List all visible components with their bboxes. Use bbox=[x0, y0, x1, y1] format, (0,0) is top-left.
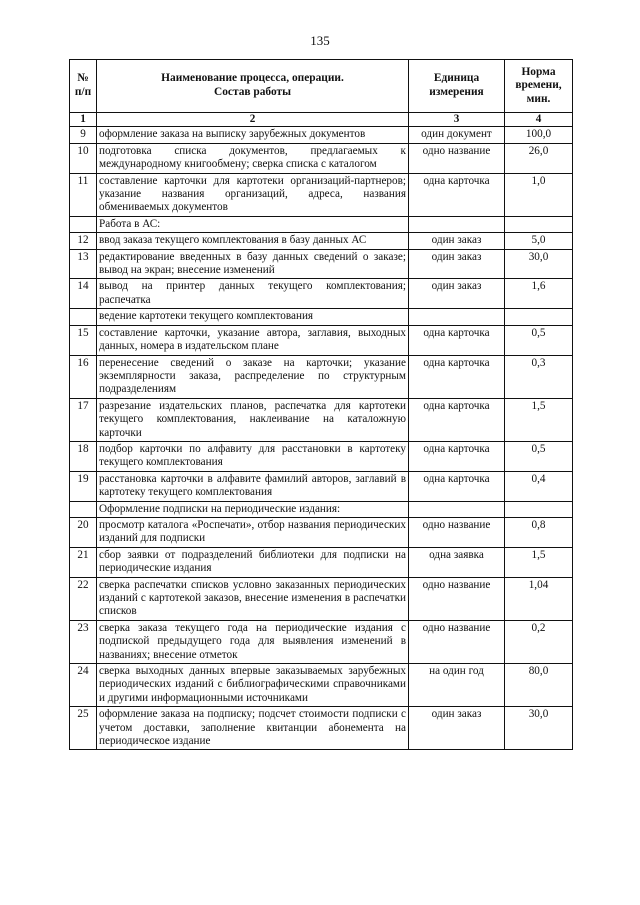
measure-unit: одна карточка bbox=[409, 441, 505, 471]
operation-name: перенесение сведений о заказе на карточки; указание экземплярности заказа, распределение по структурным подразделениям bbox=[97, 355, 409, 398]
section-unit-cell bbox=[409, 501, 505, 517]
row-number: 17 bbox=[70, 398, 97, 441]
table-row bbox=[70, 173, 573, 216]
operation-name: просмотр каталога «Роспечати», отбор названия периодических изданий для подписки bbox=[97, 517, 409, 547]
operation-name: оформление заказа на выписку зарубежных документов bbox=[97, 127, 409, 143]
section-num-cell bbox=[70, 309, 97, 325]
section-row bbox=[70, 216, 573, 232]
table-row bbox=[70, 249, 573, 279]
table-row bbox=[70, 471, 573, 501]
operation-name: вывод на принтер данных текущего комплектования; распечатка bbox=[97, 279, 409, 309]
section-unit-cell bbox=[409, 216, 505, 232]
operation-name: расстановка карточки в алфавите фамилий авторов, заглавий в картотеку текущего комплектования bbox=[97, 471, 409, 501]
operation-name: составление карточки для картотеки организаций-партнеров; указание названия организаций, адреса, названия обмениваемых документов bbox=[97, 173, 409, 216]
operation-name: оформление заказа на подписку; подсчет стоимости подписки с учетом доставки, заполнение квитанции абонемента на периодическое издание bbox=[97, 707, 409, 750]
time-norm: 0,8 bbox=[505, 517, 573, 547]
table-row bbox=[70, 620, 573, 663]
time-norm: 1,0 bbox=[505, 173, 573, 216]
section-title: ведение картотеки текущего комплектования bbox=[97, 309, 409, 325]
table-row bbox=[70, 355, 573, 398]
row-number: 16 bbox=[70, 355, 97, 398]
operation-name: составление карточки, указание автора, заглавия, выходных данных, номера в издательском плане bbox=[97, 325, 409, 355]
section-row bbox=[70, 309, 573, 325]
measure-unit: одна карточка bbox=[409, 471, 505, 501]
table-row bbox=[70, 127, 573, 143]
time-norm: 1,6 bbox=[505, 279, 573, 309]
time-norm: 0,5 bbox=[505, 441, 573, 471]
time-norm: 0,3 bbox=[505, 355, 573, 398]
measure-unit: одна карточка bbox=[409, 173, 505, 216]
header-name-line1: Наименование процесса, операции. bbox=[161, 72, 344, 85]
time-norm: 1,04 bbox=[505, 577, 573, 620]
time-norm: 0,2 bbox=[505, 620, 573, 663]
measure-unit: на один год bbox=[409, 664, 505, 707]
table-row bbox=[70, 233, 573, 249]
column-number: 4 bbox=[505, 113, 573, 127]
row-number: 13 bbox=[70, 249, 97, 279]
measure-unit: один заказ bbox=[409, 279, 505, 309]
row-number: 25 bbox=[70, 707, 97, 750]
operation-name: сверка заказа текущего года на периодические издания с подпиской предыдущего года для выявления изменений в названиях; внесение отметок bbox=[97, 620, 409, 663]
operation-name: редактирование введенных в базу данных сведений о заказе; вывод на экран; внесение изменений bbox=[97, 249, 409, 279]
row-number: 15 bbox=[70, 325, 97, 355]
measure-unit: одно название bbox=[409, 143, 505, 173]
row-number: 20 bbox=[70, 517, 97, 547]
row-number: 21 bbox=[70, 547, 97, 577]
table-header-row bbox=[70, 60, 573, 113]
row-number: 14 bbox=[70, 279, 97, 309]
measure-unit: одна карточка bbox=[409, 398, 505, 441]
header-name-line2: Состав работы bbox=[213, 86, 291, 98]
operation-name: подбор карточки по алфавиту для расстановки в картотеку текущего комплектования bbox=[97, 441, 409, 471]
measure-unit: одна заявка bbox=[409, 547, 505, 577]
time-norm: 5,0 bbox=[505, 233, 573, 249]
row-number: 9 bbox=[70, 127, 97, 143]
operation-name: ввод заказа текущего комплектования в базу данных АС bbox=[97, 233, 409, 249]
column-number: 3 bbox=[409, 113, 505, 127]
time-norms-table bbox=[69, 59, 573, 750]
time-norm: 100,0 bbox=[505, 127, 573, 143]
operation-name: разрезание издательских планов, распечатка для картотеки текущего комплектования, наклеивание на каталожную карточки bbox=[97, 398, 409, 441]
measure-unit: один заказ bbox=[409, 249, 505, 279]
table-row bbox=[70, 664, 573, 707]
time-norm: 30,0 bbox=[505, 249, 573, 279]
row-number: 11 bbox=[70, 173, 97, 216]
row-number: 23 bbox=[70, 620, 97, 663]
section-unit-cell bbox=[409, 309, 505, 325]
measure-unit: один заказ bbox=[409, 233, 505, 249]
time-norm: 26,0 bbox=[505, 143, 573, 173]
table-row bbox=[70, 707, 573, 750]
section-norm-cell bbox=[505, 216, 573, 232]
table-row bbox=[70, 325, 573, 355]
measure-unit: одно название bbox=[409, 620, 505, 663]
header-norm: Норма времени, мин. bbox=[505, 60, 573, 113]
table-row bbox=[70, 577, 573, 620]
operation-name: сверка выходных данных впервые заказываемых зарубежных периодических изданий с библиографическими справочниками и другими информационными источниками bbox=[97, 664, 409, 707]
section-num-cell bbox=[70, 501, 97, 517]
header-name bbox=[97, 60, 409, 113]
section-row bbox=[70, 501, 573, 517]
time-norm: 1,5 bbox=[505, 547, 573, 577]
time-norm: 80,0 bbox=[505, 664, 573, 707]
section-title: Оформление подписки на периодические издания: bbox=[97, 501, 409, 517]
time-norm: 0,4 bbox=[505, 471, 573, 501]
operation-name: сверка распечатки списков условно заказанных периодических изданий с картотекой заказов, внесение изменения в распечатки списков bbox=[97, 577, 409, 620]
measure-unit: один заказ bbox=[409, 707, 505, 750]
time-norm: 0,5 bbox=[505, 325, 573, 355]
time-norm: 30,0 bbox=[505, 707, 573, 750]
table-row bbox=[70, 279, 573, 309]
table-row bbox=[70, 143, 573, 173]
measure-unit: одна карточка bbox=[409, 355, 505, 398]
operation-name: сбор заявки от подразделений библиотеки для подписки на периодические издания bbox=[97, 547, 409, 577]
table-row bbox=[70, 547, 573, 577]
page-number: 135 bbox=[310, 33, 330, 48]
row-number: 10 bbox=[70, 143, 97, 173]
header-num: № п/п bbox=[70, 60, 97, 113]
section-norm-cell bbox=[505, 309, 573, 325]
section-num-cell bbox=[70, 216, 97, 232]
column-number: 2 bbox=[97, 113, 409, 127]
measure-unit: одна карточка bbox=[409, 325, 505, 355]
row-number: 12 bbox=[70, 233, 97, 249]
table-row bbox=[70, 398, 573, 441]
measure-unit: одно название bbox=[409, 517, 505, 547]
table-body bbox=[70, 127, 573, 750]
section-norm-cell bbox=[505, 501, 573, 517]
row-number: 22 bbox=[70, 577, 97, 620]
time-norm: 1,5 bbox=[505, 398, 573, 441]
row-number: 24 bbox=[70, 664, 97, 707]
table-row bbox=[70, 441, 573, 471]
operation-name: подготовка списка документов, предлагаемых к международному книгообмену; сверка списка с каталогом bbox=[97, 143, 409, 173]
column-number: 1 bbox=[70, 113, 97, 127]
row-number: 19 bbox=[70, 471, 97, 501]
header-unit: Единица измерения bbox=[409, 60, 505, 113]
row-number: 18 bbox=[70, 441, 97, 471]
measure-unit: одно название bbox=[409, 577, 505, 620]
column-number-row bbox=[70, 113, 573, 127]
section-title: Работа в АС: bbox=[97, 216, 409, 232]
measure-unit: один документ bbox=[409, 127, 505, 143]
table-row bbox=[70, 517, 573, 547]
